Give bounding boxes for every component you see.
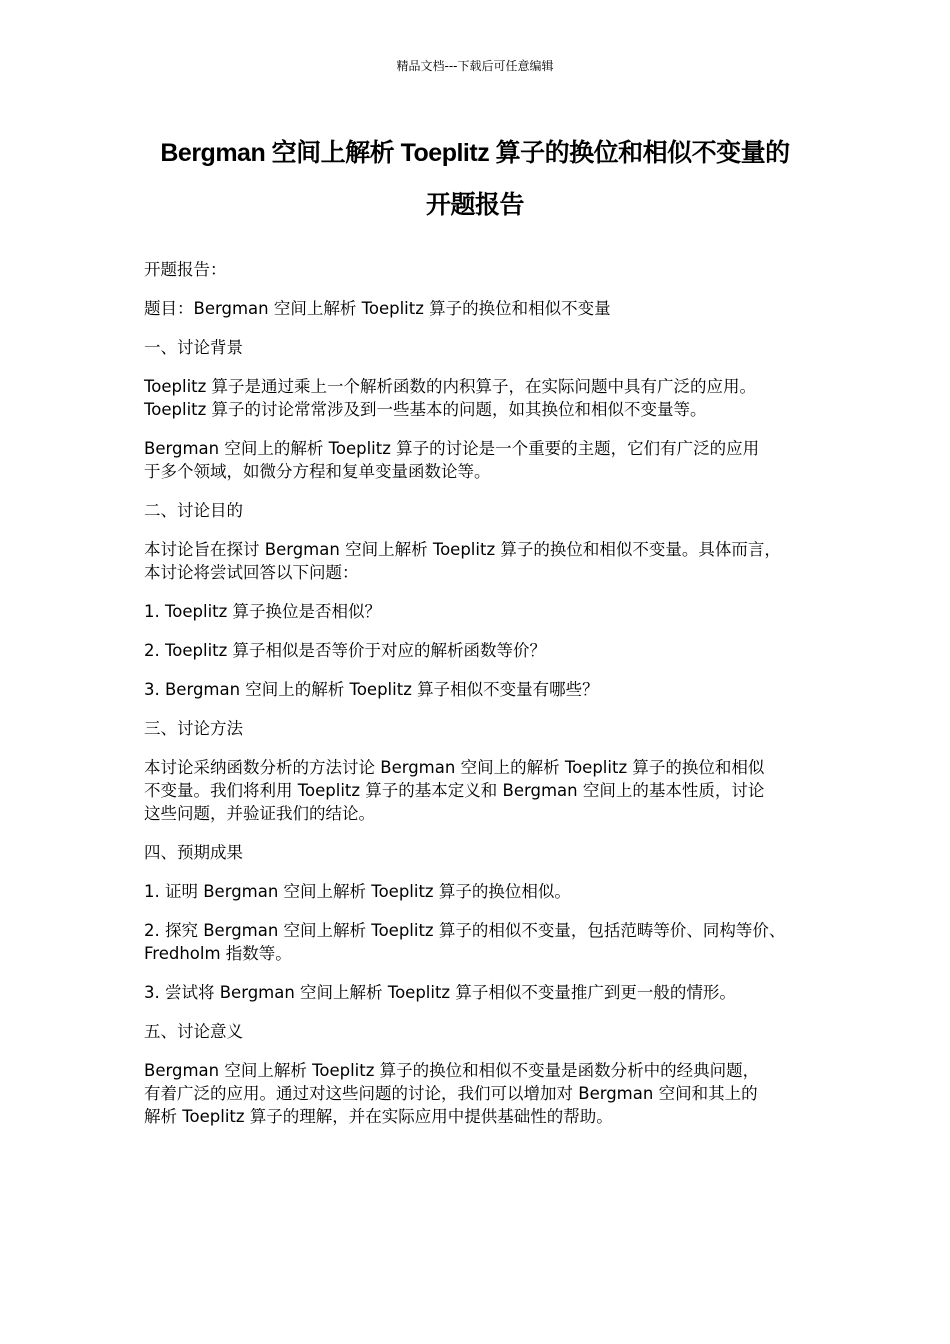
- text-line: 开题报告：: [144, 260, 227, 279]
- section-heading-background: [144, 336, 824, 359]
- paragraph-purpose: [144, 538, 824, 584]
- text-line: 于多个领域，如微分方程和复单变量函数论等。: [144, 462, 491, 481]
- section-heading-method: [144, 717, 824, 740]
- text-line: 2. Toeplitz 算子相似是否等价于对应的解析函数等价？: [144, 641, 547, 660]
- document-title-line-2: 开题报告: [425, 191, 524, 219]
- section-heading-significance: [144, 1020, 824, 1043]
- text-line: 2. 探究 Bergman 空间上解析 Toeplitz 算子的相似不变量，包括范畴等价、同构等价、: [144, 921, 786, 940]
- document-title-line-1: Bergman 空间上解析 Toeplitz 算子的换位和相似不变量的: [160, 139, 790, 167]
- paragraph-background-2: [144, 437, 824, 483]
- list-item-question-1: [144, 600, 824, 623]
- text-line: 五、讨论意义: [144, 1022, 243, 1041]
- paragraph-report-label: [144, 258, 824, 281]
- list-item-result-3: [144, 981, 824, 1004]
- paragraph-background-1: [144, 375, 824, 421]
- list-item-result-2: [144, 919, 824, 965]
- section-heading-purpose: [144, 499, 824, 522]
- list-item-result-1: [144, 880, 824, 903]
- text-line: 题目：Bergman 空间上解析 Toeplitz 算子的换位和相似不变量: [144, 299, 611, 318]
- text-line: Toeplitz 算子的讨论常常涉及到一些基本的问题，如其换位和相似不变量等。: [144, 400, 707, 419]
- text-line: 1. 证明 Bergman 空间上解析 Toeplitz 算子的换位相似。: [144, 882, 571, 901]
- text-line: Toeplitz 算子是通过乘上一个解析函数的内积算子，在实际问题中具有广泛的应用。: [144, 377, 757, 396]
- paragraph-topic: [144, 297, 824, 320]
- text-line: 解析 Toeplitz 算子的理解，并在实际应用中提供基础性的帮助。: [144, 1107, 613, 1126]
- section-heading-expected-results: [144, 841, 824, 864]
- page-header-note: 精品文档---下载后可任意编辑: [396, 59, 554, 73]
- text-line: 本讨论采纳函数分析的方法讨论 Bergman 空间上的解析 Toeplitz 算子的换位和相似: [144, 758, 765, 777]
- text-line: 四、预期成果: [144, 843, 243, 862]
- document-body: [144, 258, 824, 1144]
- text-line: 有着广泛的应用。通过对这些问题的讨论，我们可以增加对 Bergman 空间和其上的: [144, 1084, 758, 1103]
- text-line: 1. Toeplitz 算子换位是否相似？: [144, 602, 382, 621]
- text-line: Bergman 空间上解析 Toeplitz 算子的换位和相似不变量是函数分析中的经典问题，: [144, 1061, 760, 1080]
- text-line: 这些问题，并验证我们的结论。: [144, 804, 375, 823]
- text-line: 一、讨论背景: [144, 338, 243, 357]
- paragraph-significance: [144, 1059, 824, 1128]
- list-item-question-3: [144, 678, 824, 701]
- text-line: 3. Bergman 空间上的解析 Toeplitz 算子相似不变量有哪些？: [144, 680, 599, 699]
- text-line: 三、讨论方法: [144, 719, 243, 738]
- text-line: 本讨论旨在探讨 Bergman 空间上解析 Toeplitz 算子的换位和相似不变量。具体而言，: [144, 540, 781, 559]
- text-line: 二、讨论目的: [144, 501, 243, 520]
- paragraph-method: [144, 756, 824, 825]
- text-line: 3. 尝试将 Bergman 空间上解析 Toeplitz 算子相似不变量推广到更一般的情形。: [144, 983, 736, 1002]
- list-item-question-2: [144, 639, 824, 662]
- text-line: 不变量。我们将利用 Toeplitz 算子的基本定义和 Bergman 空间上的基本性质，讨论: [144, 781, 765, 800]
- text-line: Bergman 空间上的解析 Toeplitz 算子的讨论是一个重要的主题，它们有广泛的应用: [144, 439, 760, 458]
- text-line: 本讨论将尝试回答以下问题：: [144, 563, 359, 582]
- text-line: Fredholm 指数等。: [144, 944, 292, 963]
